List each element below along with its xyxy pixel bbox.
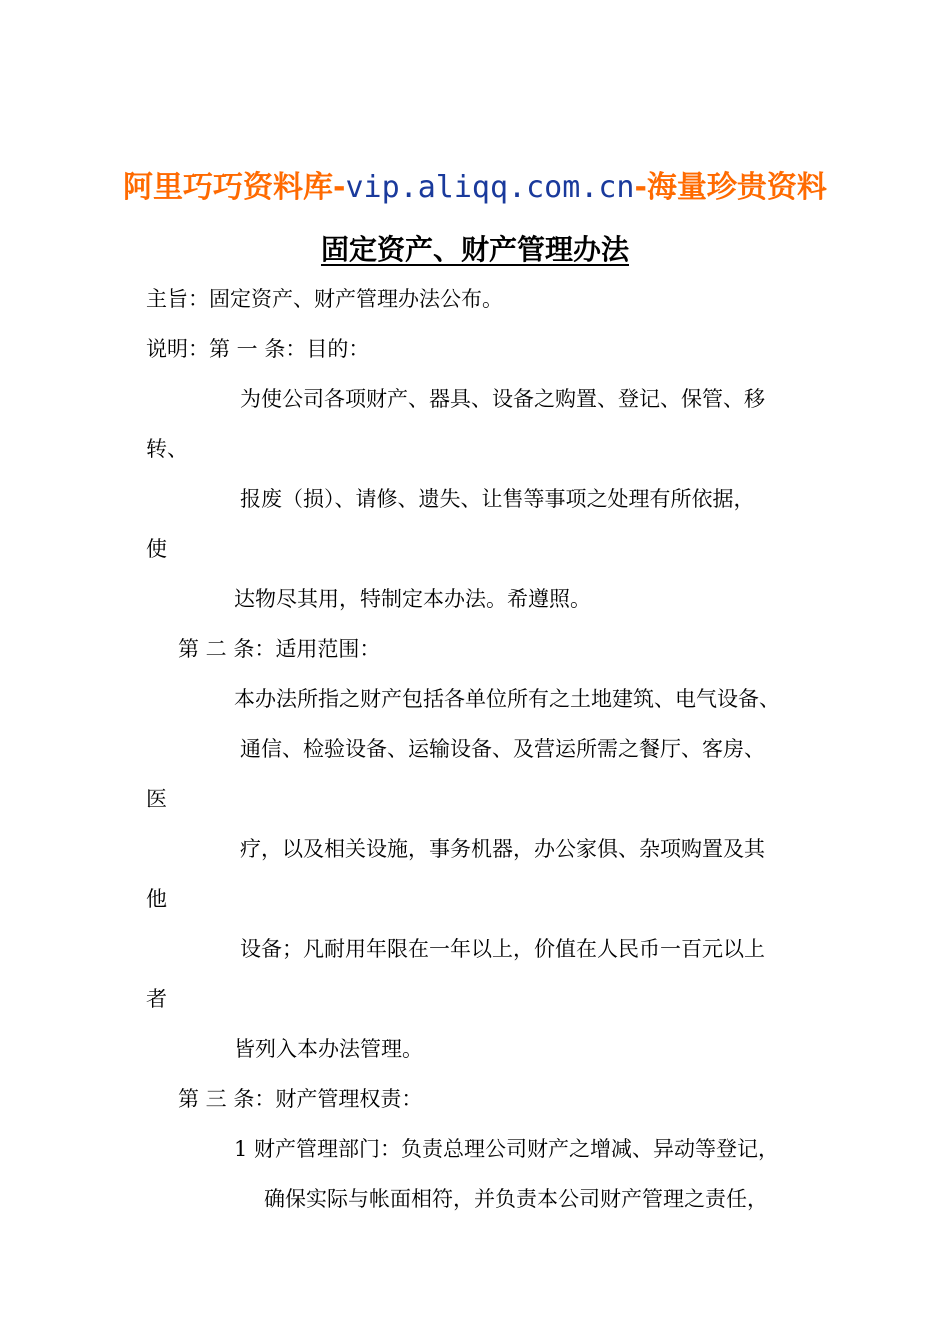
paragraph-line: 第 三 条：财产管理权责： [178, 1087, 423, 1111]
paragraph-line: 主旨：固定资产、财产管理办法公布。 [146, 287, 503, 311]
banner-text-1: 阿里巧巧资料库- [123, 170, 346, 205]
document-title [0, 230, 950, 270]
banner-text-2: -海量珍贵资料 [634, 170, 827, 205]
paragraph-line: 皆列入本办法管理。 [234, 1037, 423, 1061]
paragraph-line: 达物尽其用，特制定本办法。希遵照。 [234, 587, 591, 611]
paragraph-line: 为使公司各项财产、器具、设备之购置、登记、保管、移 [240, 387, 765, 411]
paragraph-line: 第 二 条：适用范围： [178, 637, 381, 661]
document-title-text: 固定资产、财产管理办法 [320, 233, 629, 266]
paragraph-line: 设备；凡耐用年限在一年以上，价值在人民币一百元以上 [240, 937, 765, 961]
paragraph-line: 转、 [146, 437, 188, 461]
paragraph-line: 1 财产管理部门：负责总理公司财产之增减、异动等登记， [234, 1137, 780, 1161]
paragraph-line: 报废（损）、请修、遗失、让售等事项之处理有所依据， [240, 487, 755, 511]
paragraph-line: 确保实际与帐面相符，并负责本公司财产管理之责任， [264, 1187, 768, 1211]
paragraph-line: 通信、检验设备、运输设备、及营运所需之餐厅、客房、 [240, 737, 765, 761]
paragraph-line: 说明：第 一 条：目的： [146, 337, 370, 361]
paragraph-line: 疗，以及相关设施，事务机器，办公家俱、杂项购置及其 [240, 837, 765, 861]
watermark-banner [0, 168, 950, 208]
paragraph-line: 使 [146, 537, 167, 561]
paragraph-line: 者 [146, 987, 167, 1011]
paragraph-line: 本办法所指之财产包括各单位所有之土地建筑、电气设备、 [234, 687, 780, 711]
banner-url: vip.aliqq.com.cn [345, 170, 635, 205]
paragraph-line: 他 [146, 887, 167, 911]
paragraph-line: 医 [146, 787, 167, 811]
